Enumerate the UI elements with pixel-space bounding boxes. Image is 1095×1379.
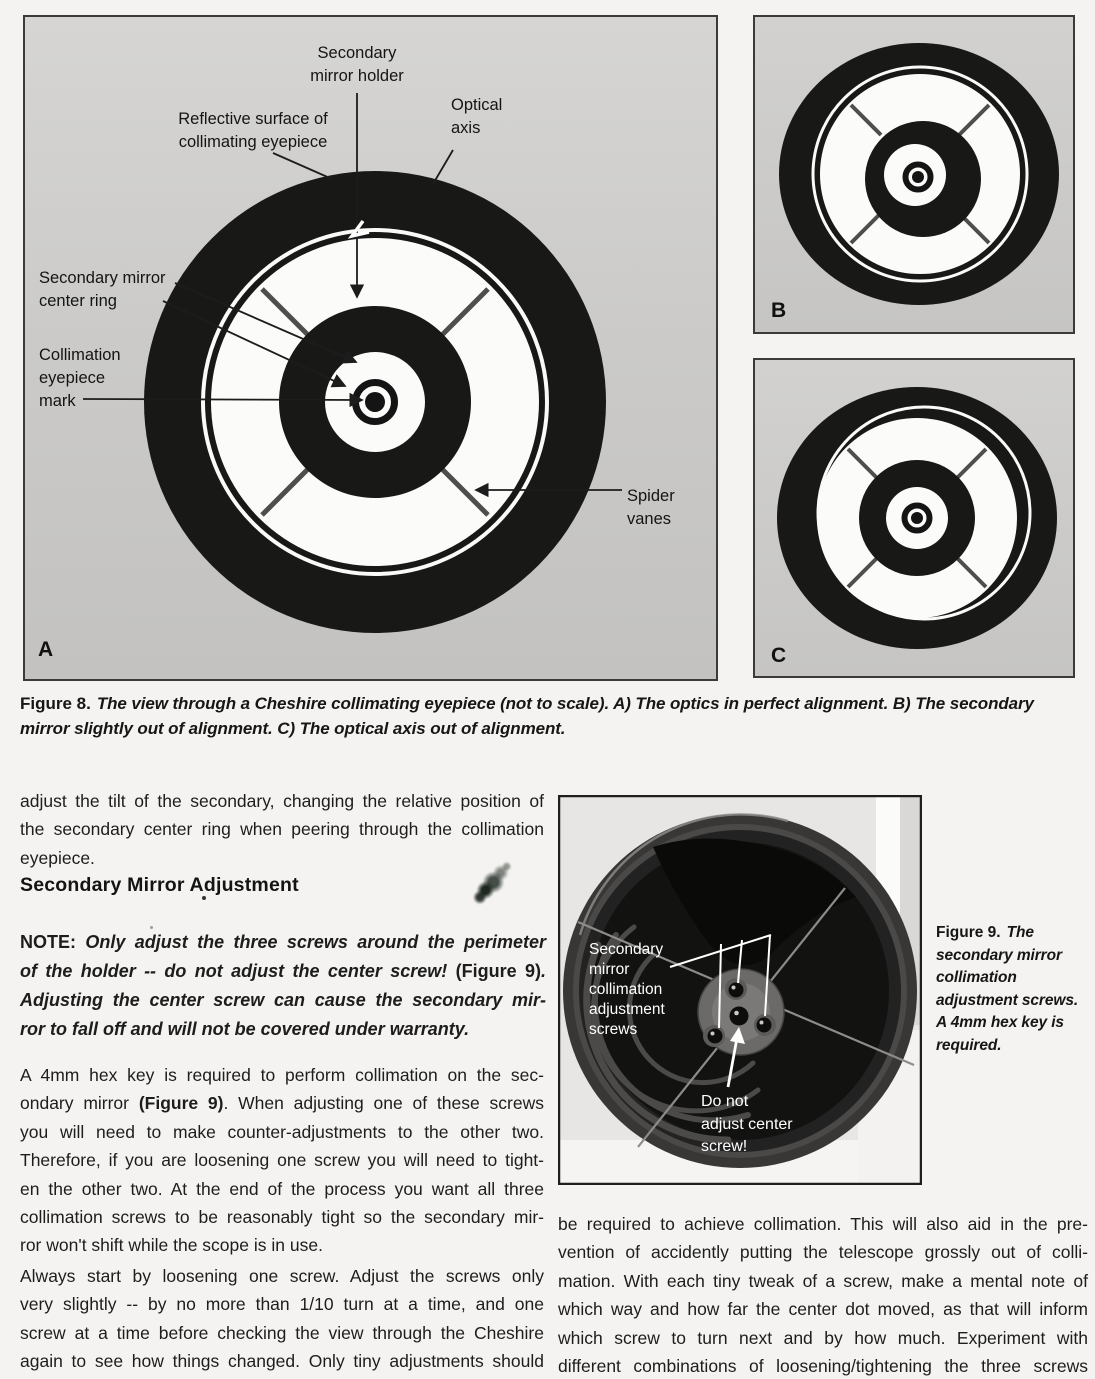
figure9-caption-label: Figure 9. bbox=[936, 924, 1001, 941]
section-heading: Secondary Mirror Adjustment bbox=[20, 874, 299, 896]
figure8-panel-c bbox=[753, 358, 1075, 678]
panel-letter-b: B bbox=[771, 299, 787, 322]
paragraph-note: NOTE: Only adjust the three screws around the perimeter of the holder -- do not adjust the center screw! (Figure 9). Adjusting the center screw can cause the secondary mir- ror to fall off and will not be covered under warranty. bbox=[20, 932, 546, 1039]
figure8-panel-b bbox=[753, 15, 1075, 334]
center-dot bbox=[912, 171, 924, 183]
label-secondary-mirror-holder: Secondary mirror holder bbox=[310, 44, 404, 85]
figure9-caption bbox=[936, 922, 1090, 1057]
figure9-photo bbox=[558, 795, 922, 1185]
paragraph-intro: adjust the tilt of the secondary, changing the relative position of the secondary center ring when peering through the collimation eyepiece. bbox=[20, 791, 544, 868]
panel-letter-a: A bbox=[38, 638, 54, 661]
label-do-not-adjust: Do not adjust center screw! bbox=[701, 1093, 793, 1155]
label-collimation-eyepiece-mark: Collimation eyepiece mark bbox=[39, 346, 121, 410]
label-adjustment-screws: Secondary mirror collimation adjustment screws bbox=[589, 941, 665, 1038]
ink-speck bbox=[202, 896, 206, 900]
cheshire-view-b-diagram bbox=[755, 17, 1073, 332]
cheshire-view-c-diagram bbox=[755, 360, 1073, 676]
figure8-caption-label: Figure 8. bbox=[20, 694, 91, 713]
figure9-caption-text: The secondary mirror collimation adjustment screws. A 4mm hex key is required. bbox=[936, 924, 1079, 1054]
paragraph-continued: be required to achieve collimation. This will also aid in the pre- vention of accidently putting the telescope grossly out of colli- mation. With each tiny tweak of a screw, make a mental note of which way and how far the center dot moved, as that will inform which screw to turn next and by how much. Experiment with different combinations of loosening/tightening the three screws bbox=[558, 1214, 1088, 1377]
figure8-caption-text: The view through a Cheshire collimating eyepiece (not to scale). A) The optics in perfect alignment. B) The secondary mirror slightly out of alignment. C) The optical axis out of alignment. bbox=[20, 694, 1034, 738]
figure8-panel-a bbox=[23, 15, 718, 681]
leader-optical-axis bbox=[433, 150, 453, 184]
panel-letter-c: C bbox=[771, 644, 787, 667]
label-secondary-mirror-center-ring: Secondary mirror center ring bbox=[39, 269, 166, 310]
center-dot bbox=[365, 392, 385, 412]
label-optical-axis: Optical axis bbox=[451, 96, 503, 137]
center-screw bbox=[730, 1007, 749, 1026]
leader-reflective-surface bbox=[273, 153, 332, 179]
label-reflective-surface: Reflective surface of collimating eyepiece bbox=[178, 110, 328, 151]
paragraph-hex-key: A 4mm hex key is required to perform collimation on the sec- ondary mirror (Figure 9). When adjusting one of these screws you will need to make counter-adjustments to the other two. Therefore, if you are loosening one screw you will need to tight- en the other two. At the end of the process you want all three collimation screws to be reasonably tight so the secondary mir- ror won't shift while the scope is in use. bbox=[20, 1065, 544, 1256]
paragraph-always-start: Always start by loosening one screw. Adjust the screws only very slightly -- by no more than 1/10 turn at a time, and one screw at a time before checking the view through the Cheshire again to see how things changed. Only tiny adjustments should bbox=[20, 1266, 544, 1372]
center-dot bbox=[911, 512, 923, 524]
figure8-caption bbox=[20, 691, 1050, 741]
label-spider-vanes: Spider vanes bbox=[627, 487, 675, 528]
